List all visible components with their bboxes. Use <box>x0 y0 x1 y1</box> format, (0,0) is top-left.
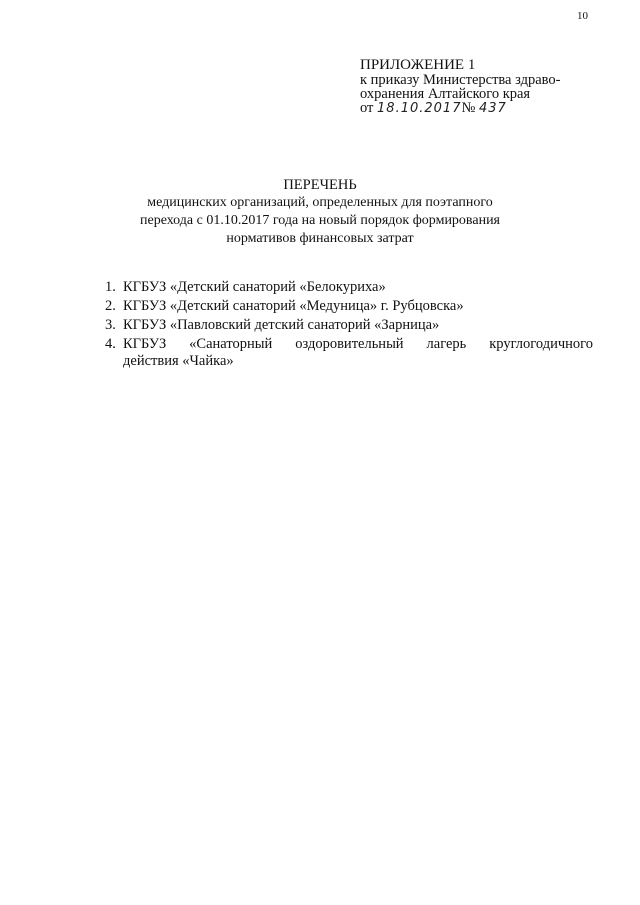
list-item-number: 2. <box>105 298 116 314</box>
list-item-text: КГБУЗ «Детский санаторий «Медуница» г. Рубцовска» <box>123 298 464 314</box>
list-item <box>105 336 593 370</box>
appendix-title: ПРИЛОЖЕНИЕ 1 <box>360 57 476 73</box>
document-heading <box>0 176 640 248</box>
list-item-text-line-2: действия «Чайка» <box>123 353 234 369</box>
appendix-order-line-1: к приказу Министерства здраво- <box>360 72 561 88</box>
organization-list <box>105 279 593 372</box>
list-item-number: 4. <box>105 336 116 352</box>
list-item-text: КГБУЗ «Павловский детский санаторий «Зарница» <box>123 317 440 333</box>
list-item-text: КГБУЗ «Детский санаторий «Белокуриха» <box>123 279 386 295</box>
number-sign: № <box>461 100 476 116</box>
handwritten-date: 18.10.2017 <box>377 101 462 116</box>
appendix-order-line-2: охранения Алтайского края <box>360 86 531 102</box>
page-number: 10 <box>577 10 588 22</box>
date-prefix: от <box>360 100 374 116</box>
appendix-block <box>360 58 560 116</box>
list-item-number: 3. <box>105 317 116 333</box>
list-item <box>105 279 593 296</box>
appendix-date-line <box>360 101 560 116</box>
heading-line-2: перехода с 01.10.2017 года на новый порядок формирования <box>139 213 500 228</box>
list-item-number: 1. <box>105 279 116 295</box>
handwritten-number: 437 <box>478 101 507 116</box>
list-item-text-line-1: КГБУЗ «Санаторный оздоровительный лагерь круглогодичного <box>123 336 593 352</box>
list-item <box>105 298 593 315</box>
heading-title: ПЕРЕЧЕНЬ <box>283 177 357 193</box>
heading-line-3: нормативов финансовых затрат <box>226 231 414 246</box>
heading-line-1: медицинских организаций, определенных для поэтапного <box>147 195 493 210</box>
list-item <box>105 317 593 334</box>
